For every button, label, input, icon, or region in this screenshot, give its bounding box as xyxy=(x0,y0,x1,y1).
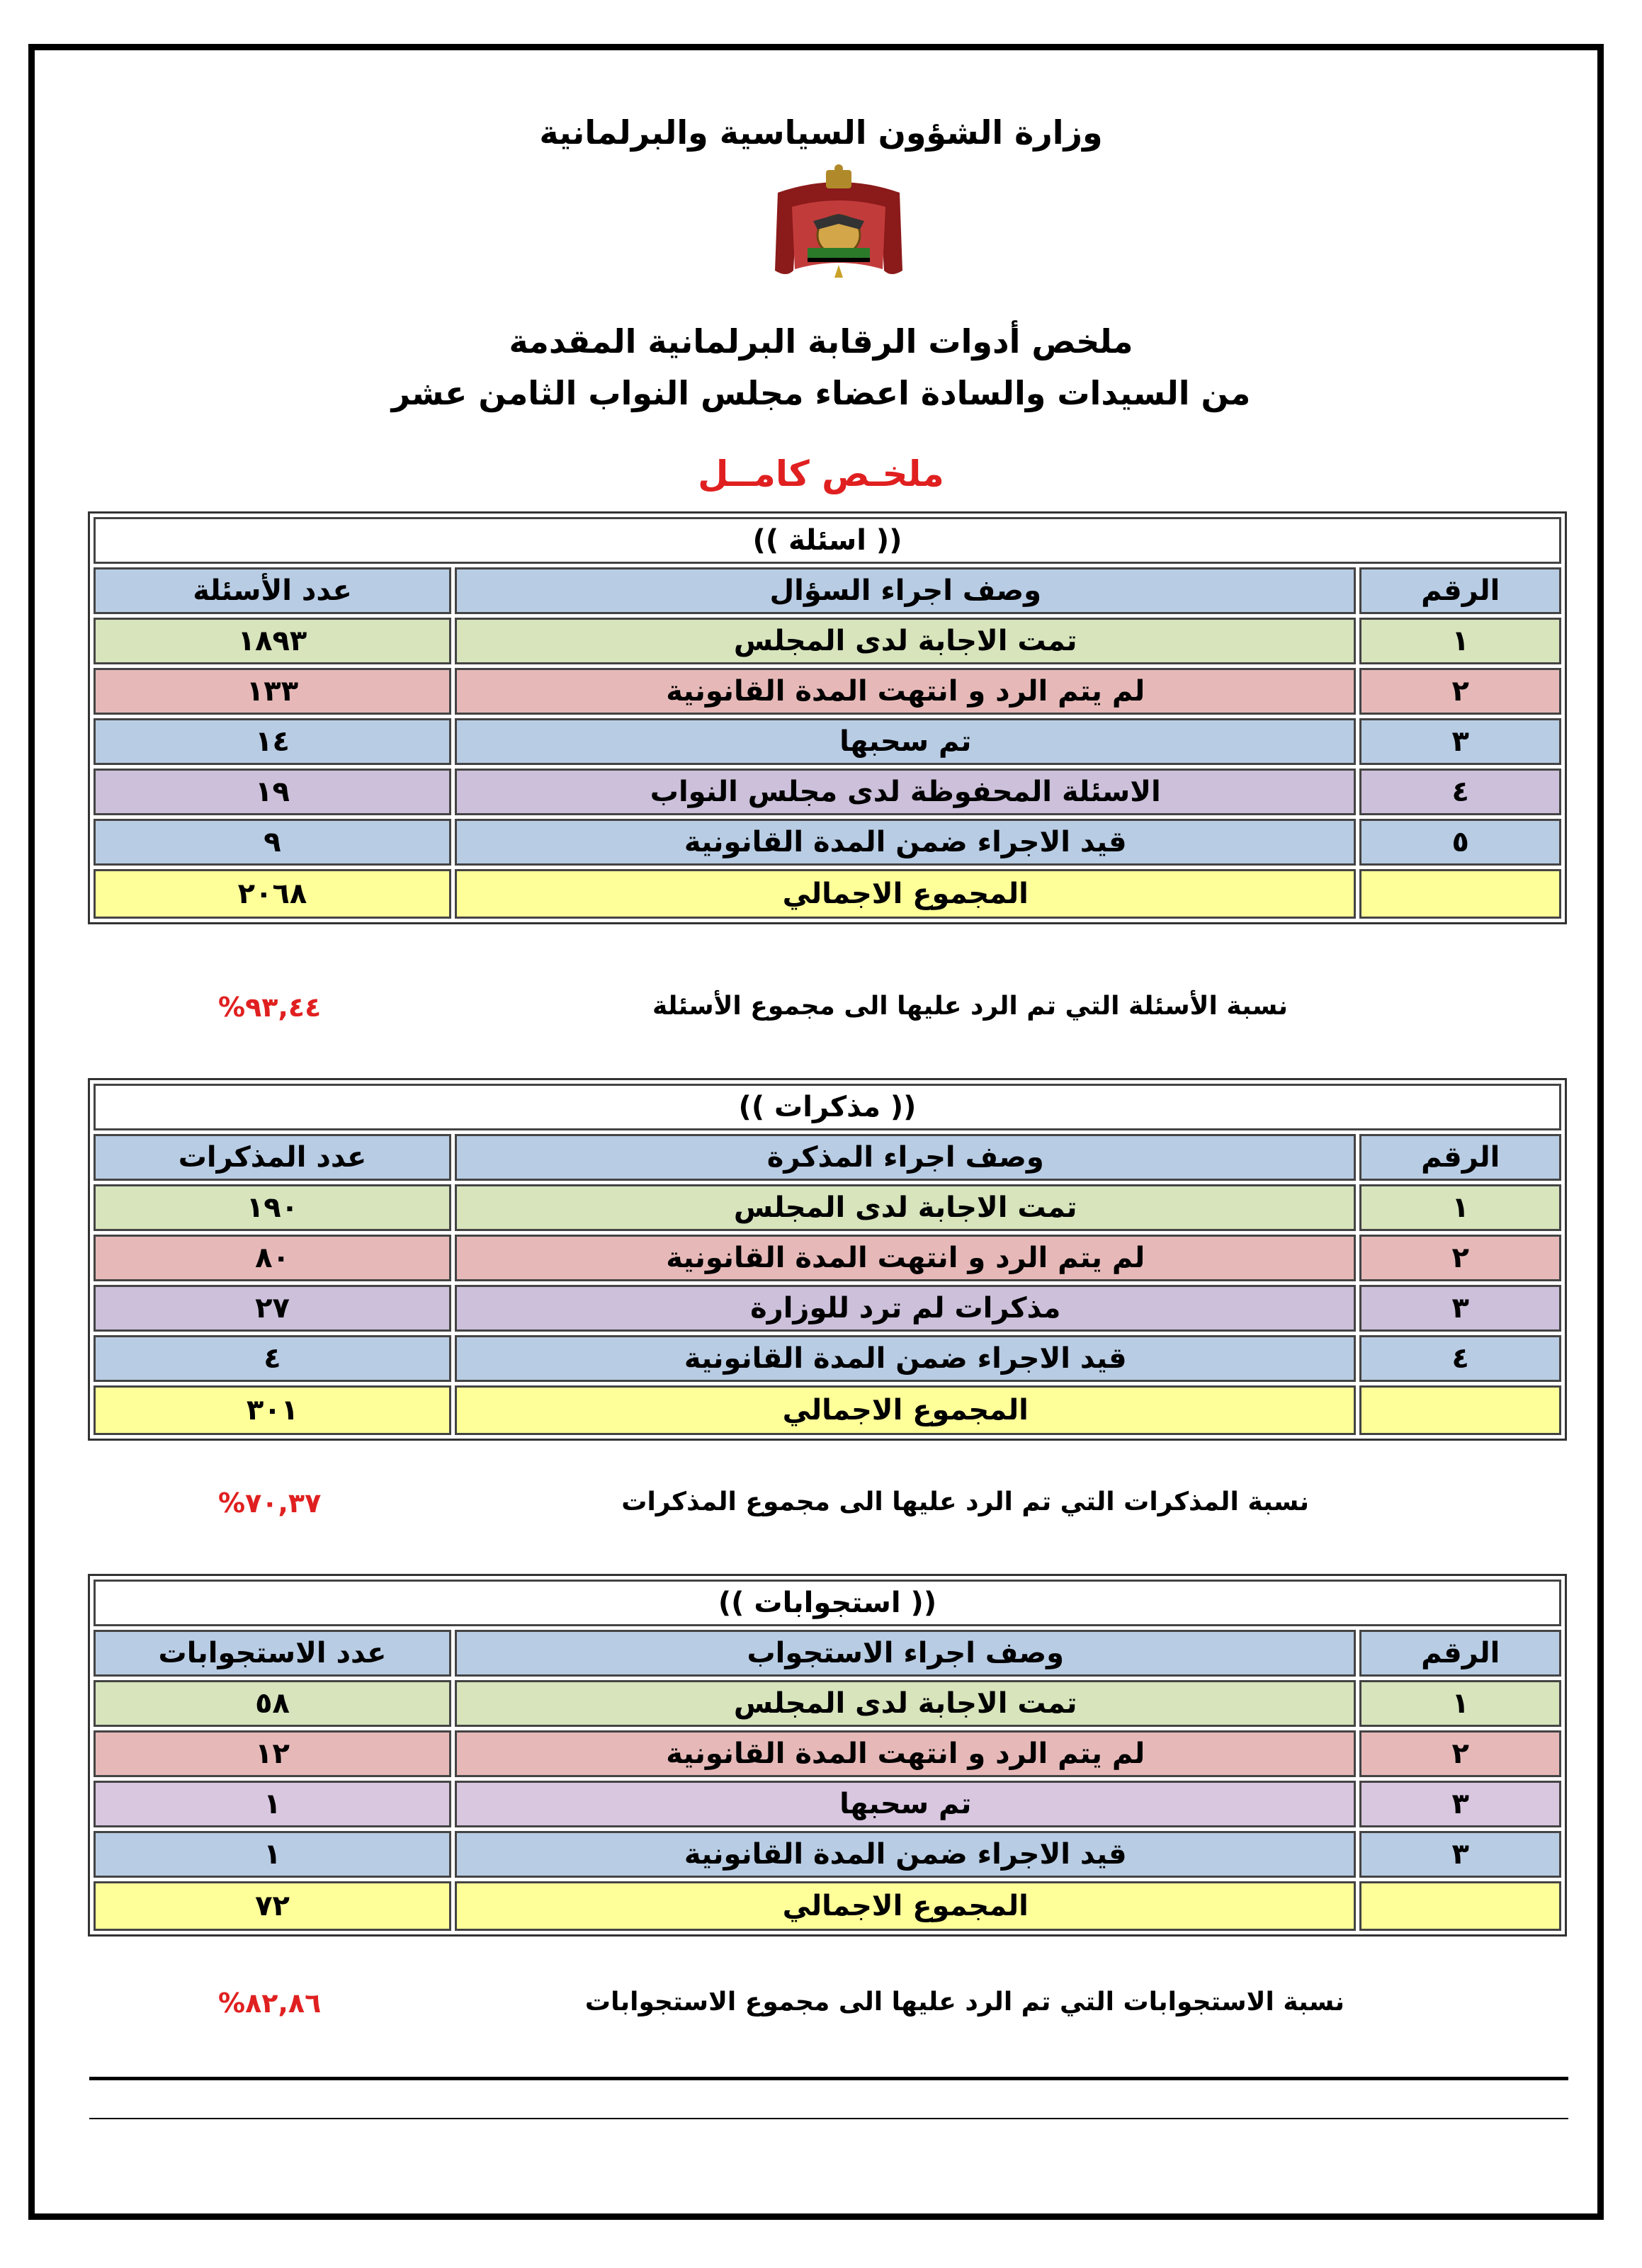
row-count: ٥٨ xyxy=(94,1680,451,1727)
row-description: تم سحبها xyxy=(455,1781,1356,1827)
ratio-label: نسبة الأسئلة التي تم الرد عليها الى مجموع الأسئلة xyxy=(652,992,1288,1021)
table-row xyxy=(94,1235,1561,1281)
row-number: ٣ xyxy=(1359,1781,1561,1827)
total-label: المجموع الاجمالي xyxy=(455,1881,1356,1931)
table-row xyxy=(94,618,1561,664)
column-header-number: الرقم xyxy=(1359,567,1561,614)
row-number: ٤ xyxy=(1359,1335,1561,1382)
table-row xyxy=(94,668,1561,715)
table-row xyxy=(94,1335,1561,1382)
memos-table xyxy=(88,1078,1567,1441)
section-title: (( اسئلة )) xyxy=(94,517,1561,564)
ratio-label: نسبة المذكرات التي تم الرد عليها الى مجموع المذكرات xyxy=(621,1487,1309,1516)
row-count: ١٩ xyxy=(94,769,451,815)
ratio-value: %٩٣,٤٤ xyxy=(218,992,322,1023)
table-row xyxy=(94,1184,1561,1231)
total-row xyxy=(94,1881,1561,1931)
row-number: ٣ xyxy=(1359,1285,1561,1332)
column-header-description: وصف اجراء السؤال xyxy=(455,567,1356,614)
row-count: ١٣٣ xyxy=(94,668,451,715)
column-header-number: الرقم xyxy=(1359,1630,1561,1677)
row-number: ٣ xyxy=(1359,1831,1561,1878)
row-number: ٤ xyxy=(1359,769,1561,815)
row-number: ١ xyxy=(1359,1680,1561,1727)
table-row xyxy=(94,1831,1561,1878)
section-title: (( استجوابات )) xyxy=(94,1580,1561,1626)
row-description: تمت الاجابة لدى المجلس xyxy=(455,1680,1356,1727)
table-header-row xyxy=(94,1630,1561,1677)
table-row xyxy=(94,819,1561,866)
table-row xyxy=(94,1680,1561,1727)
total-label: المجموع الاجمالي xyxy=(455,1385,1356,1435)
row-count: ١ xyxy=(94,1781,451,1827)
total-label: المجموع الاجمالي xyxy=(455,869,1356,919)
row-count: ٤ xyxy=(94,1335,451,1382)
jordan-coat-of-arms-icon xyxy=(764,164,914,283)
section-title: (( مذكرات )) xyxy=(94,1084,1561,1130)
table-row xyxy=(94,718,1561,765)
ratio-value: %٧٠,٣٧ xyxy=(218,1487,322,1519)
column-header-description: وصف اجراء الاستجواب xyxy=(455,1630,1356,1677)
row-count: ١٨٩٣ xyxy=(94,618,451,664)
row-description: قيد الاجراء ضمن المدة القانونية xyxy=(455,1335,1356,1382)
table-row xyxy=(94,1730,1561,1777)
row-description: تمت الاجابة لدى المجلس xyxy=(455,618,1356,664)
row-description: تم سحبها xyxy=(455,718,1356,765)
row-count: ٨٠ xyxy=(94,1235,451,1281)
row-description: لم يتم الرد و انتهت المدة القانونية xyxy=(455,1730,1356,1777)
memos-ratio xyxy=(0,1487,1642,1530)
row-number: ١ xyxy=(1359,1184,1561,1231)
footer-divider-thin xyxy=(89,2118,1568,2119)
ratio-value: %٨٢,٨٦ xyxy=(218,1988,322,2019)
table-row xyxy=(94,1285,1561,1332)
row-count: ١٩٠ xyxy=(94,1184,451,1231)
table-row xyxy=(94,769,1561,815)
row-count: ١٤ xyxy=(94,718,451,765)
summary-heading: ملخـص كامــل xyxy=(698,453,944,494)
row-description: الاسئلة المحفوظة لدى مجلس النواب xyxy=(455,769,1356,815)
row-description: مذكرات لم ترد للوزارة xyxy=(455,1285,1356,1332)
table-header-row xyxy=(94,567,1561,614)
total-row xyxy=(94,869,1561,919)
row-number: ١ xyxy=(1359,618,1561,664)
column-header-count: عدد الاستجوابات xyxy=(94,1630,451,1677)
row-count: ٢٧ xyxy=(94,1285,451,1332)
row-count: ٩ xyxy=(94,819,451,866)
row-count: ١٢ xyxy=(94,1730,451,1777)
row-description: تمت الاجابة لدى المجلس xyxy=(455,1184,1356,1231)
column-header-count: عدد الأسئلة xyxy=(94,567,451,614)
row-number: ٢ xyxy=(1359,668,1561,715)
column-header-description: وصف اجراء المذكرة xyxy=(455,1134,1356,1181)
row-number: ٢ xyxy=(1359,1730,1561,1777)
footer-divider-thick xyxy=(89,2077,1568,2080)
interpellations-table xyxy=(88,1574,1567,1937)
row-description: لم يتم الرد و انتهت المدة القانونية xyxy=(455,668,1356,715)
ministry-name: وزارة الشؤون السياسية والبرلمانية xyxy=(539,113,1103,152)
total-value: ٧٢ xyxy=(94,1881,451,1931)
total-row xyxy=(94,1385,1561,1435)
total-value: ٣٠١ xyxy=(94,1385,451,1435)
row-description: لم يتم الرد و انتهت المدة القانونية xyxy=(455,1235,1356,1281)
questions-ratio xyxy=(0,992,1642,1034)
row-description: قيد الاجراء ضمن المدة القانونية xyxy=(455,1831,1356,1878)
row-number: ٥ xyxy=(1359,819,1561,866)
column-header-number: الرقم xyxy=(1359,1134,1561,1181)
interpellations-ratio xyxy=(0,1988,1642,2030)
table-header-row xyxy=(94,1134,1561,1181)
row-number: ٣ xyxy=(1359,718,1561,765)
report-subtitle: من السيدات والسادة اعضاء مجلس النواب الثامن عشر xyxy=(391,374,1251,412)
row-number: ٢ xyxy=(1359,1235,1561,1281)
column-header-count: عدد المذكرات xyxy=(94,1134,451,1181)
ratio-label: نسبة الاستجوابات التي تم الرد عليها الى مجموع الاستجوابات xyxy=(584,1988,1344,2017)
row-description: قيد الاجراء ضمن المدة القانونية xyxy=(455,819,1356,866)
total-value: ٢٠٦٨ xyxy=(94,869,451,919)
questions-table xyxy=(88,511,1567,924)
table-row xyxy=(94,1781,1561,1827)
row-count: ١ xyxy=(94,1831,451,1878)
report-title: ملخص أدوات الرقابة البرلمانية المقدمة xyxy=(509,322,1133,361)
